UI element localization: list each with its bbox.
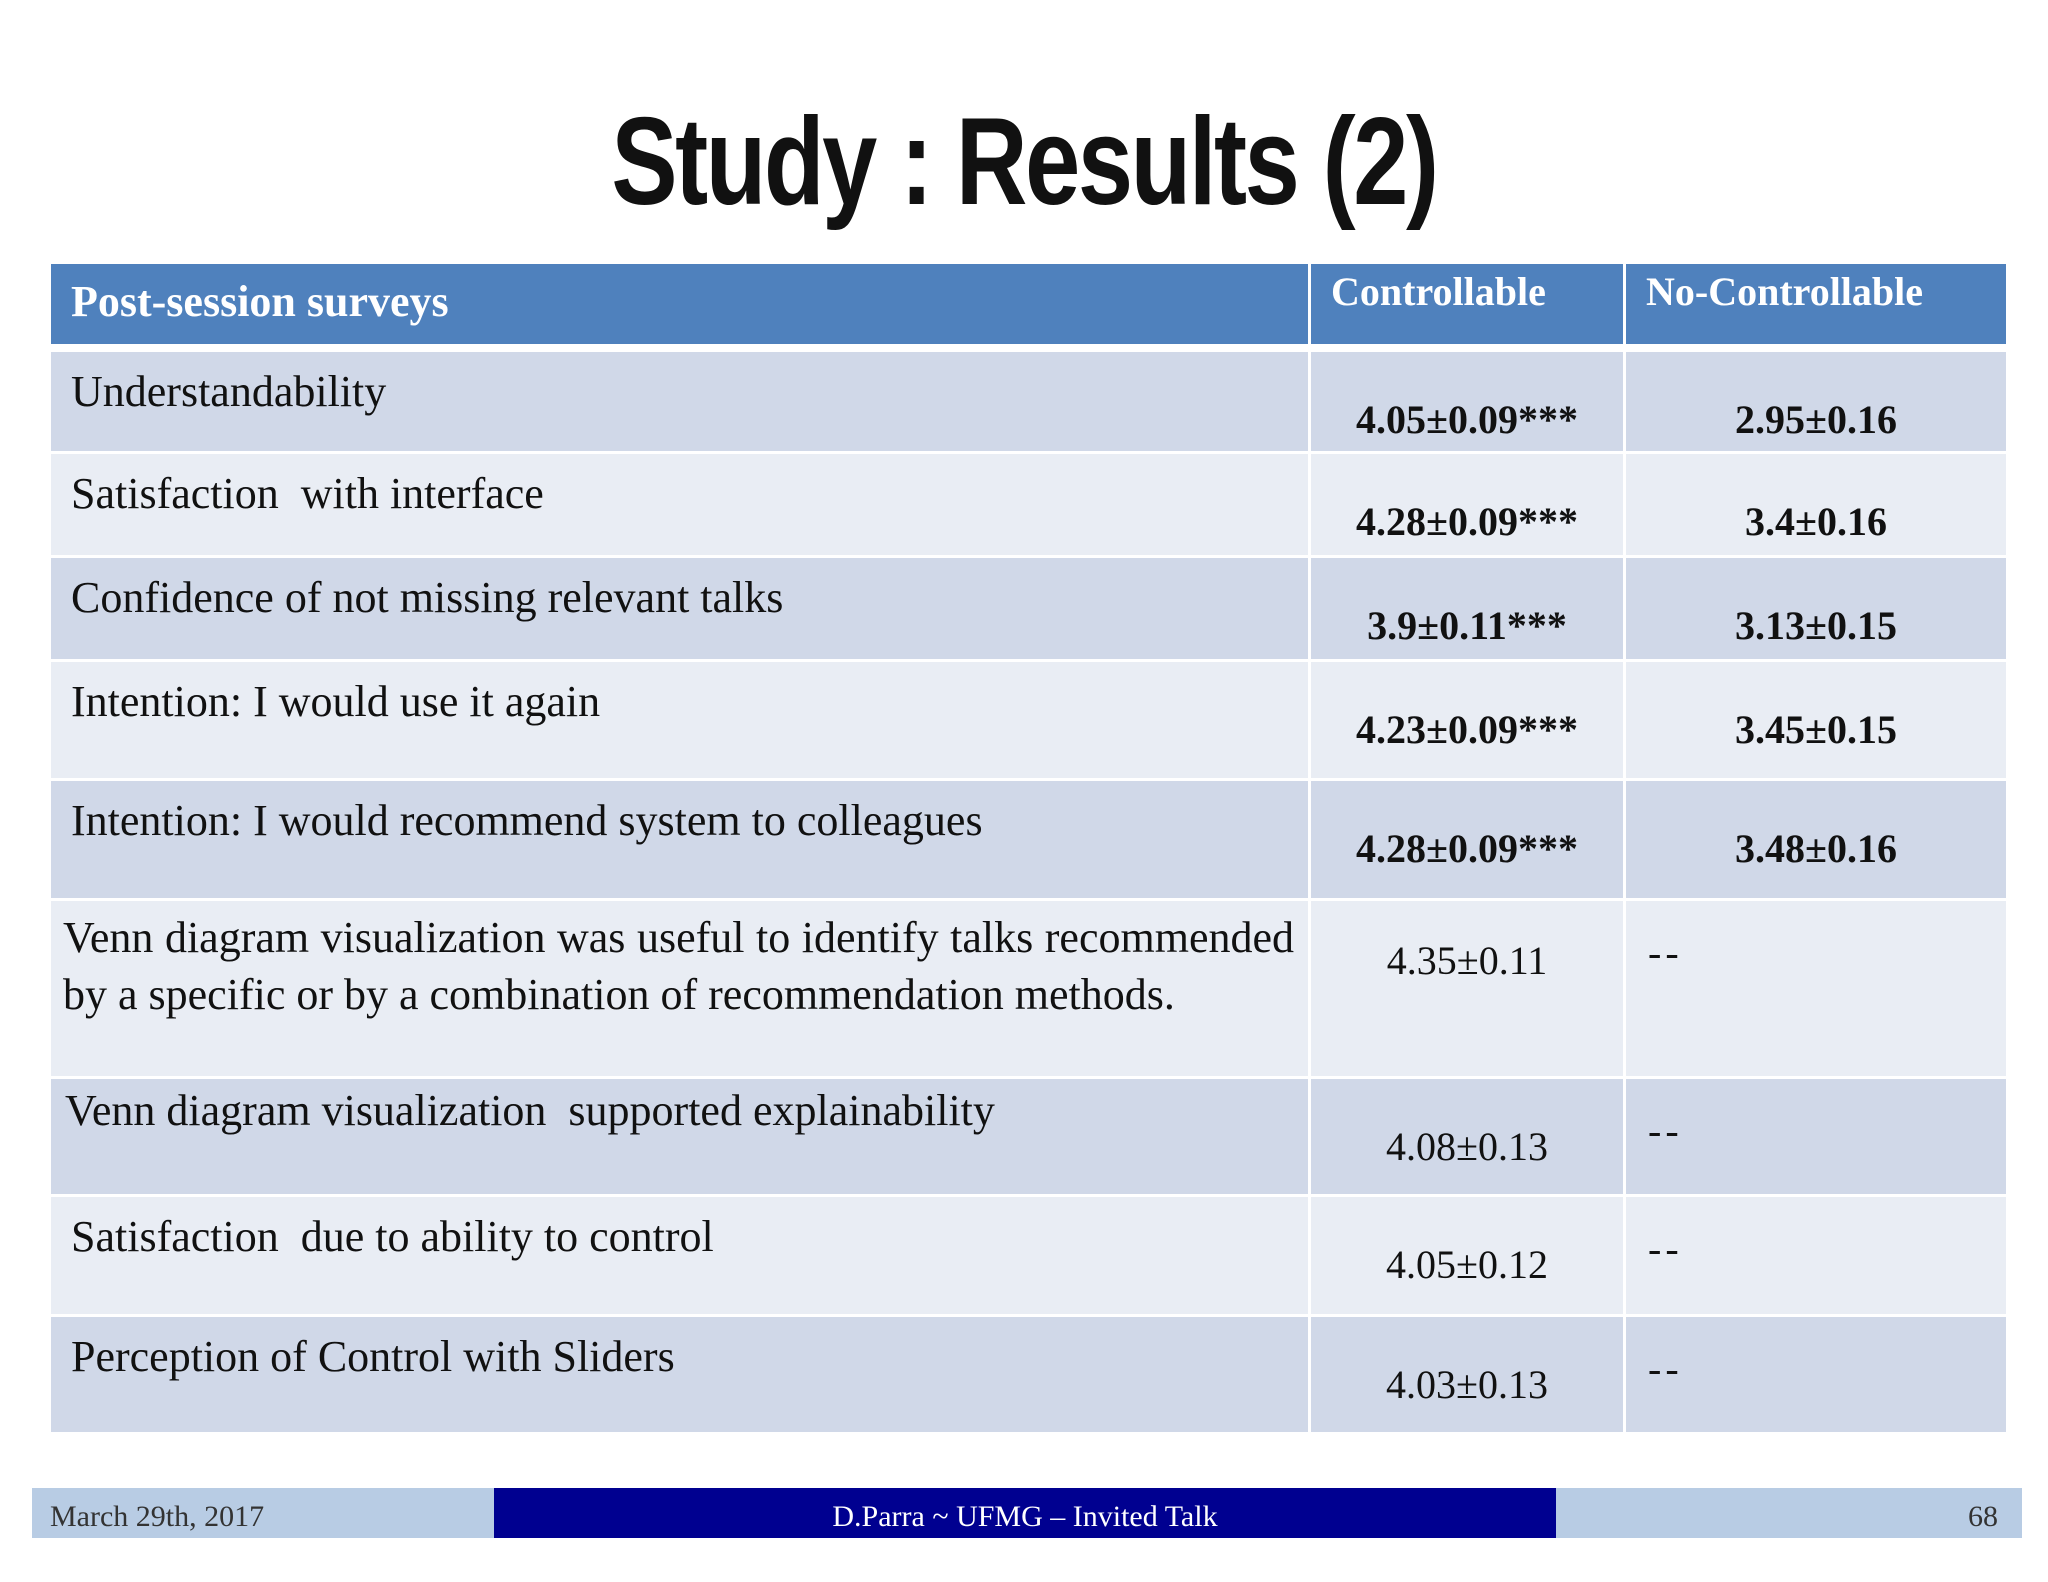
table-row: [50, 1315, 2008, 1433]
row-label: Understandability: [50, 348, 1310, 452]
table-row: [50, 452, 2008, 556]
row-controllable: 4.28±0.09***: [1310, 779, 1625, 899]
row-label: Venn diagram visualization supported explainability: [50, 1077, 1310, 1195]
row-label: Satisfaction with interface: [50, 452, 1310, 556]
footer-page-number: 68: [1968, 1500, 1998, 1533]
row-no-controllable: 3.13±0.15: [1625, 556, 2008, 660]
row-controllable: 4.05±0.12: [1310, 1195, 1625, 1315]
row-no-controllable: --: [1625, 1077, 2008, 1195]
table-row: [50, 1077, 2008, 1195]
table-row: [50, 779, 2008, 899]
row-no-controllable: 3.48±0.16: [1625, 779, 2008, 899]
row-controllable: 4.28±0.09***: [1310, 452, 1625, 556]
row-label: Perception of Control with Sliders: [50, 1315, 1310, 1433]
results-table: [48, 264, 2009, 1435]
row-label: Confidence of not missing relevant talks: [50, 556, 1310, 660]
row-no-controllable: --: [1625, 899, 2008, 1077]
row-no-controllable: --: [1625, 1315, 2008, 1433]
row-controllable: 4.08±0.13: [1310, 1077, 1625, 1195]
row-label: Venn diagram visualization was useful to identify talks recommended by a specific or by a combination of recommendation methods.: [50, 899, 1310, 1077]
row-no-controllable: --: [1625, 1195, 2008, 1315]
header-survey: Post-session surveys: [50, 264, 1310, 348]
table-row: [50, 348, 2008, 452]
table-row: [50, 660, 2008, 779]
row-controllable: 4.35±0.11: [1310, 899, 1625, 1077]
table-header-row: [50, 264, 2008, 348]
footer-date: March 29th, 2017: [50, 1500, 265, 1533]
row-controllable: 4.03±0.13: [1310, 1315, 1625, 1433]
header-controllable: Controllable: [1310, 264, 1625, 348]
row-label: Satisfaction due to ability to control: [50, 1195, 1310, 1315]
row-controllable: 4.23±0.09***: [1310, 660, 1625, 779]
row-controllable: 4.05±0.09***: [1310, 348, 1625, 452]
row-label: Intention: I would recommend system to colleagues: [50, 779, 1310, 899]
row-no-controllable: 2.95±0.16: [1625, 348, 2008, 452]
row-no-controllable: 3.4±0.16: [1625, 452, 2008, 556]
footer-talk-title: D.Parra ~ UFMG – Invited Talk: [832, 1500, 1218, 1533]
slide-title: Study : Results (2): [611, 93, 1437, 231]
row-no-controllable: 3.45±0.15: [1625, 660, 2008, 779]
table-row: [50, 556, 2008, 660]
row-controllable: 3.9±0.11***: [1310, 556, 1625, 660]
footer-center-band: [494, 1488, 1556, 1538]
table-row: [50, 1195, 2008, 1315]
slide-footer: [32, 1488, 2022, 1538]
header-no-controllable: No-Controllable: [1625, 264, 2008, 348]
row-label: Intention: I would use it again: [50, 660, 1310, 779]
table-row: [50, 899, 2008, 1077]
